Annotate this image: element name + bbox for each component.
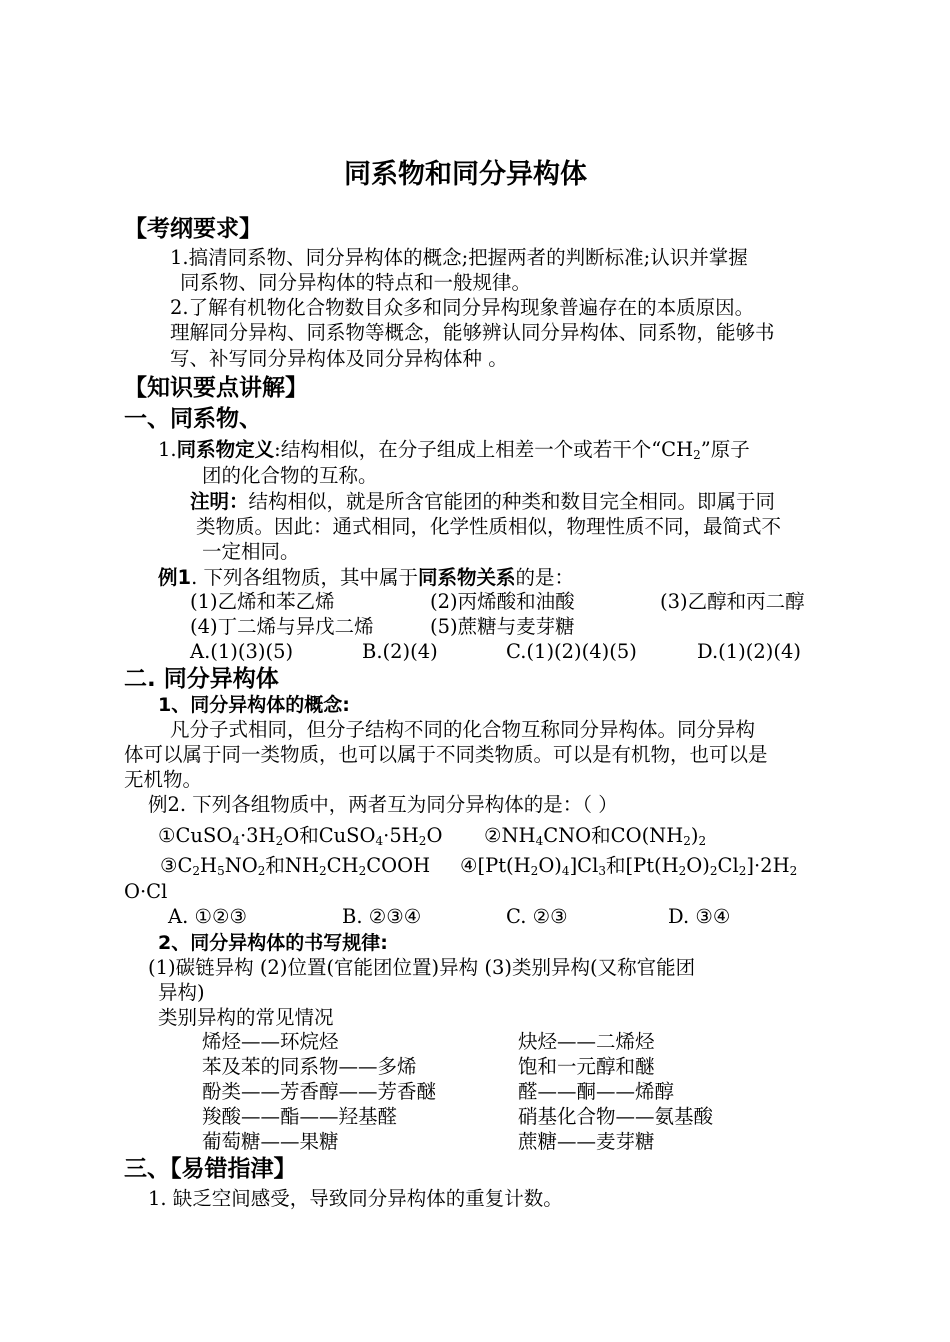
note-line: 一定相同。 <box>202 540 300 563</box>
subsection-heading: 1、同分异构体的概念: <box>158 694 350 716</box>
subscript: 2 <box>789 864 798 878</box>
formula-part: 和[Pt(H <box>605 854 679 877</box>
example-1-item: (3)乙醇和丙二醇 <box>660 590 805 613</box>
formula-part: ]·2H <box>746 854 790 877</box>
definition-line: 团的化合物的互称。 <box>202 464 378 487</box>
rules-line: (1)碳链异构 (2)位置(官能团位置)异构 (3)类别异构(又称官能团 <box>148 956 696 979</box>
definition-text: :结构相似，在分子组成上相差一个或若干个“CH <box>274 438 694 461</box>
subscript: 2 <box>192 864 201 878</box>
example-1-item: (4)丁二烯与异戊二烯 <box>190 615 374 638</box>
isomer-pair-right: 蔗糖——麦芽糖 <box>518 1130 655 1153</box>
kaogang-line: 理解同分异构、同系物等概念，能够辨认同分异构体、同系物，能够书 <box>170 321 775 344</box>
example-1-choice: A.(1)(3)(5) <box>190 640 294 663</box>
note-line: 类物质。因此：通式相同，化学性质相似，物理性质不同，最简式不 <box>196 515 782 538</box>
note-line <box>190 489 775 515</box>
formula-part: O和CuSO <box>283 824 376 847</box>
formula-part: O) <box>686 854 710 877</box>
definition-text: ”原子 <box>700 438 750 461</box>
isomer-pair-right: 饱和一元醇和醚 <box>518 1055 655 1078</box>
formula-3 <box>160 853 430 879</box>
example-1-item: (2)丙烯酸和油酸 <box>430 590 575 613</box>
formula-part: ·5H <box>383 824 419 847</box>
section-2-heading: 二. 同分异构体 <box>124 666 279 692</box>
isomer-pair-right: 硝基化合物——氨基酸 <box>518 1105 714 1128</box>
note-text: 结构相似，就是所含官能团的种类和数目完全相同。即属于同 <box>248 490 776 513</box>
isomer-pair-right: 炔烃——二烯烃 <box>518 1030 655 1053</box>
definition-line <box>158 437 750 463</box>
formula-part: 和NH <box>265 854 319 877</box>
subscript: 2 <box>693 448 701 462</box>
section-3-line: 1. 缺乏空间感受，导致同分异构体的重复计数。 <box>148 1187 563 1210</box>
isomer-pair-left: 葡萄糖——果糖 <box>202 1130 339 1153</box>
subscript: 2 <box>257 864 266 878</box>
formula-part: ) <box>690 824 699 847</box>
subscript: 2 <box>418 834 427 848</box>
example-1-choice: D.(1)(2)(4) <box>697 640 802 663</box>
formula-part: O <box>426 824 443 847</box>
subscript: 2 <box>698 834 707 848</box>
paragraph-line: 无机物。 <box>124 768 203 791</box>
formula-part: ④[Pt(H <box>460 854 531 877</box>
formula-part: O) <box>538 854 562 877</box>
kaogang-line: 1.搞清同系物、同分异构体的概念;把握两者的判断标准;认识并掌握 <box>170 246 748 269</box>
formula-part: H <box>200 854 218 877</box>
isomer-pair-left: 烯烃——环烷烃 <box>202 1030 339 1053</box>
formula-part: Cl <box>717 854 739 877</box>
formula-4 <box>460 853 797 879</box>
subscript: 4 <box>375 834 384 848</box>
isomer-pair-left: 酚类——芳香醇——芳香醚 <box>202 1080 437 1103</box>
example-emphasis: 同系物关系 <box>417 566 516 589</box>
example-text: 的是： <box>515 566 575 589</box>
example-1-choice: C.(1)(2)(4)(5) <box>506 640 637 663</box>
subscript: 2 <box>678 864 687 878</box>
subscript: 2 <box>275 834 284 848</box>
definition-number: 1. <box>158 438 177 461</box>
subscript: 4 <box>535 834 544 848</box>
category-heading: 类别异构的常见情况 <box>158 1006 334 1029</box>
example-1-choice: B.(2)(4) <box>362 640 438 663</box>
formula-part: NO <box>224 854 258 877</box>
paragraph-line: 凡分子式相同，但分子结构不同的化合物互称同分异构体。同分异构 <box>170 718 756 741</box>
isomer-pair-right: 醛——酮——烯醇 <box>518 1080 675 1103</box>
formula-part: ①CuSO <box>158 824 233 847</box>
subsection-heading: 2、同分异构体的书写规律: <box>158 932 388 954</box>
example-text: . 下列各组物质，其中属于 <box>191 566 418 589</box>
example-1-question <box>158 565 574 591</box>
example-2-choice: D. ③④ <box>668 905 731 928</box>
formula-part: CH <box>326 854 359 877</box>
subscript: 2 <box>358 864 367 878</box>
isomer-pair-left: 羧酸——酯——羟基醛 <box>202 1105 398 1128</box>
subscript: 5 <box>217 864 225 878</box>
formula-part: ③C <box>160 854 193 877</box>
subscript: 2 <box>738 864 747 878</box>
subscript: 2 <box>530 864 539 878</box>
subscript: 2 <box>683 834 691 848</box>
note-label: 注明： <box>190 490 249 513</box>
section-1-heading: 一、同系物、 <box>124 406 262 432</box>
section-zhishi-heading: 【知识要点讲解】 <box>124 375 308 401</box>
example-1-item: (1)乙烯和苯乙烯 <box>190 590 335 613</box>
rules-line: 异构) <box>158 981 205 1004</box>
kaogang-line: 同系物、同分异构体的特点和一般规律。 <box>180 271 532 294</box>
formula-2 <box>484 823 706 849</box>
section-3-heading: 三、【易错指津】 <box>124 1156 297 1182</box>
subscript: 2 <box>318 864 327 878</box>
formula-part: ②NH <box>484 824 536 847</box>
example-1-item: (5)蔗糖与麦芽糖 <box>430 615 575 638</box>
section-kaogang-heading: 【考纲要求】 <box>124 216 262 242</box>
kaogang-line: 写、补写同分异构体及同分异构体种 。 <box>170 347 508 370</box>
subscript: 2 <box>709 864 718 878</box>
example-2-choice: C. ②③ <box>506 905 568 928</box>
formula-part: CNO和CO(NH <box>543 824 684 847</box>
paragraph-line: 体可以属于同一类物质，也可以属于不同类物质。可以是有机物，也可以是 <box>124 743 768 766</box>
subscript: 4 <box>232 834 240 848</box>
subscript: 4 <box>561 864 570 878</box>
formula-1 <box>158 823 442 849</box>
page-title: 同系物和同分异构体 <box>344 159 587 190</box>
isomer-pair-left: 苯及苯的同系物——多烯 <box>202 1055 417 1078</box>
example-label: 例1 <box>158 566 192 589</box>
kaogang-line: 2.了解有机物化合物数目众多和同分异构现象普遍存在的本质原因。 <box>170 296 755 319</box>
formula-4-continued: O·Cl <box>124 880 168 903</box>
example-2-question: 例2. 下列各组物质中，两者互为同分异构体的是：（ ） <box>148 793 618 816</box>
formula-part: COOH <box>366 854 431 877</box>
example-2-choice: B. ②③④ <box>342 905 422 928</box>
formula-part: ·3H <box>239 824 276 847</box>
subscript: 3 <box>598 864 606 878</box>
formula-part: ]Cl <box>569 854 599 877</box>
example-2-choice: A. ①②③ <box>168 905 247 928</box>
definition-label: 同系物定义 <box>176 438 275 461</box>
